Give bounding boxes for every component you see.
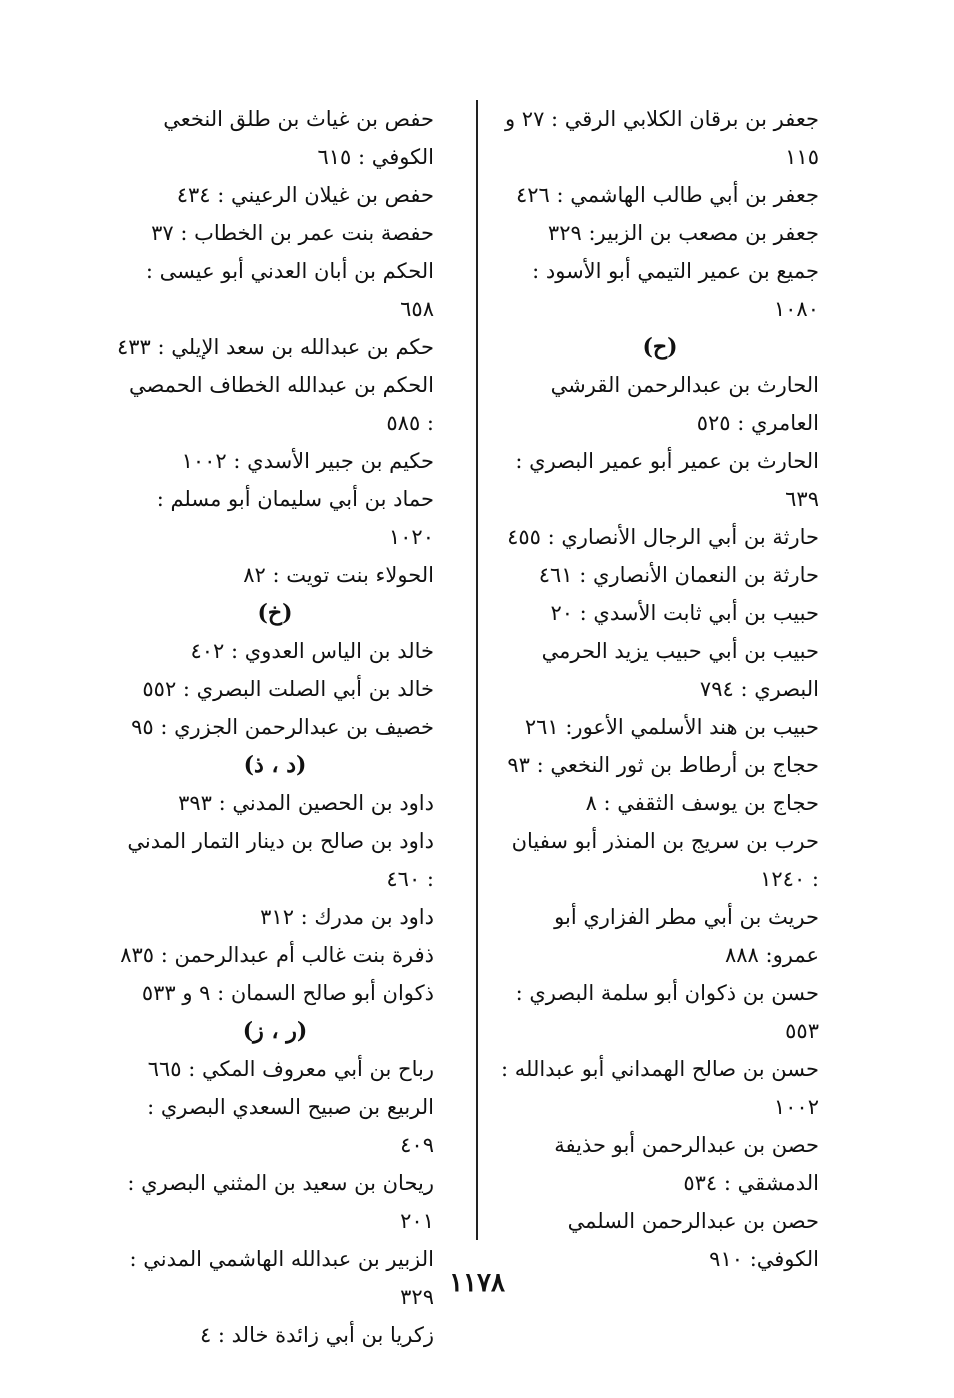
index-entry: رباح بن أبي معروف المكي : ٦٦٥ [147,1057,434,1081]
section-heading: (ح) [642,334,678,360]
index-entry: ذكوان أبو صالح السمان : ٩ و ٥٣٣ [141,981,434,1005]
index-entry: حكم بن عبدالله بن سعد الإيلي : ٤٣٣ [116,335,434,359]
right-column [501,100,819,1278]
index-entry: حبيب بن أبي حبيب يزيد الحرمي البصري : ٧٩٤ [541,639,819,701]
index-entry: الزبير بن عبدالله الهاشمي المدني : ٣٢٩ [129,1247,434,1309]
index-entry: خصيف بن عبدالرحمن الجزري : ٩٥ [131,715,434,739]
index-entry: حسن بن صالح الهمداني أبو عبدالله : ١٠٠٢ [501,1057,819,1119]
index-entry: حفصة بنت عمر بن الخطاب : ٣٧ [151,221,434,245]
index-entry: حبيب بن هند الأسلمي الأعور: ٢٦١ [524,715,819,739]
index-entry: حجاج بن أرطاط بن ثور النخعي : ٩٣ [507,753,819,777]
index-entry: داود بن صالح بن دينار التمار المدني : ٤٦٠ [127,829,434,891]
index-entry: حصن بن عبدالرحمن السلمي الكوفي: ٩١٠ [567,1209,819,1271]
index-entry: حصن بن عبدالرحمن أبو حذيفة الدمشقي : ٥٣٤ [554,1133,819,1195]
index-entry: زكريا بن أبي زائدة خالد : ٤ [199,1323,434,1347]
index-entry: حارثة بن أبي الرجال الأنصاري : ٤٥٥ [507,525,819,549]
index-entry: الحولاء بنت تويت : ٨٢ [243,563,434,587]
index-entry: الحارث بن عمير أبو عمير البصري : ٦٣٩ [515,449,819,511]
index-entry: حريث بن أبي مطر الفزاري أبو عمرو: ٨٨٨ [554,905,819,967]
left-column [116,100,434,1354]
index-entry: ريحان بن سعيد بن المثني البصري : ٢٠١ [127,1171,434,1233]
index-entry: حسن بن ذكوان أبو سلمة البصري : ٥٥٣ [515,981,819,1043]
index-entry: جعفر بن برقان الكلابي الرقي : ٢٧ و ١١٥ [504,107,819,169]
page-number: ١١٧٨ [449,1268,505,1298]
index-entry: جعفر بن أبي طالب الهاشمي : ٤٢٦ [516,183,819,207]
index-entry: حارثة بن النعمان الأنصاري : ٤٦١ [538,563,819,587]
index-entry: حكيم بن جبير الأسدي : ١٠٠٢ [181,449,434,473]
section-heading: (د ، ذ) [243,752,307,778]
index-entry: حفص بن غياث بن طلق النخعي الكوفي : ٦١٥ [163,107,434,169]
section-heading: (خ) [257,600,293,626]
column-divider [476,100,478,1240]
index-entry: جميع بن عمير التيمي أبو الأسود : ١٠٨٠ [532,259,819,321]
index-entry: الحكم بن أبان العدني أبو عيسى : ٦٥٨ [145,259,434,321]
index-entry: خالد بن أبي الصلت البصري : ٥٥٢ [142,677,434,701]
index-entry: حبيب بن أبي ثابت الأسدي : ٢٠ [550,601,819,625]
index-entry: الحكم بن عبدالله الخطاف الحمصي : ٥٨٥ [128,373,434,435]
index-entry: جعفر بن مصعب بن الزبير: ٣٢٩ [547,221,819,245]
index-entry: الحارث بن عبدالرحمن القرشي العامري : ٥٢٥ [550,373,819,435]
index-entry: ذفرة بنت غالب أم عبدالرحمن : ٨٣٥ [120,943,434,967]
index-entry: الربيع بن صبيح السعدي البصري : ٤٠٩ [147,1095,434,1157]
section-heading: (ر ، ز) [242,1018,308,1044]
index-entry: حجاج بن يوسف الثقفي : ٨ [585,791,819,815]
index-entry: خالد بن الياس العدوي : ٤٠٢ [190,639,434,663]
index-entry: داود بن الحصين المدني : ٣٩٣ [178,791,434,815]
index-entry: حفص بن غيلان الرعيني : ٤٣٤ [176,183,434,207]
index-entry: حماد بن أبي سليمان أبو مسلم : ١٠٢٠ [156,487,434,549]
index-entry: داود بن مدرك : ٣١٢ [260,905,434,929]
index-entry: حرب بن سريج بن المنذر أبو سفيان : ١٢٤٠ [511,829,819,891]
